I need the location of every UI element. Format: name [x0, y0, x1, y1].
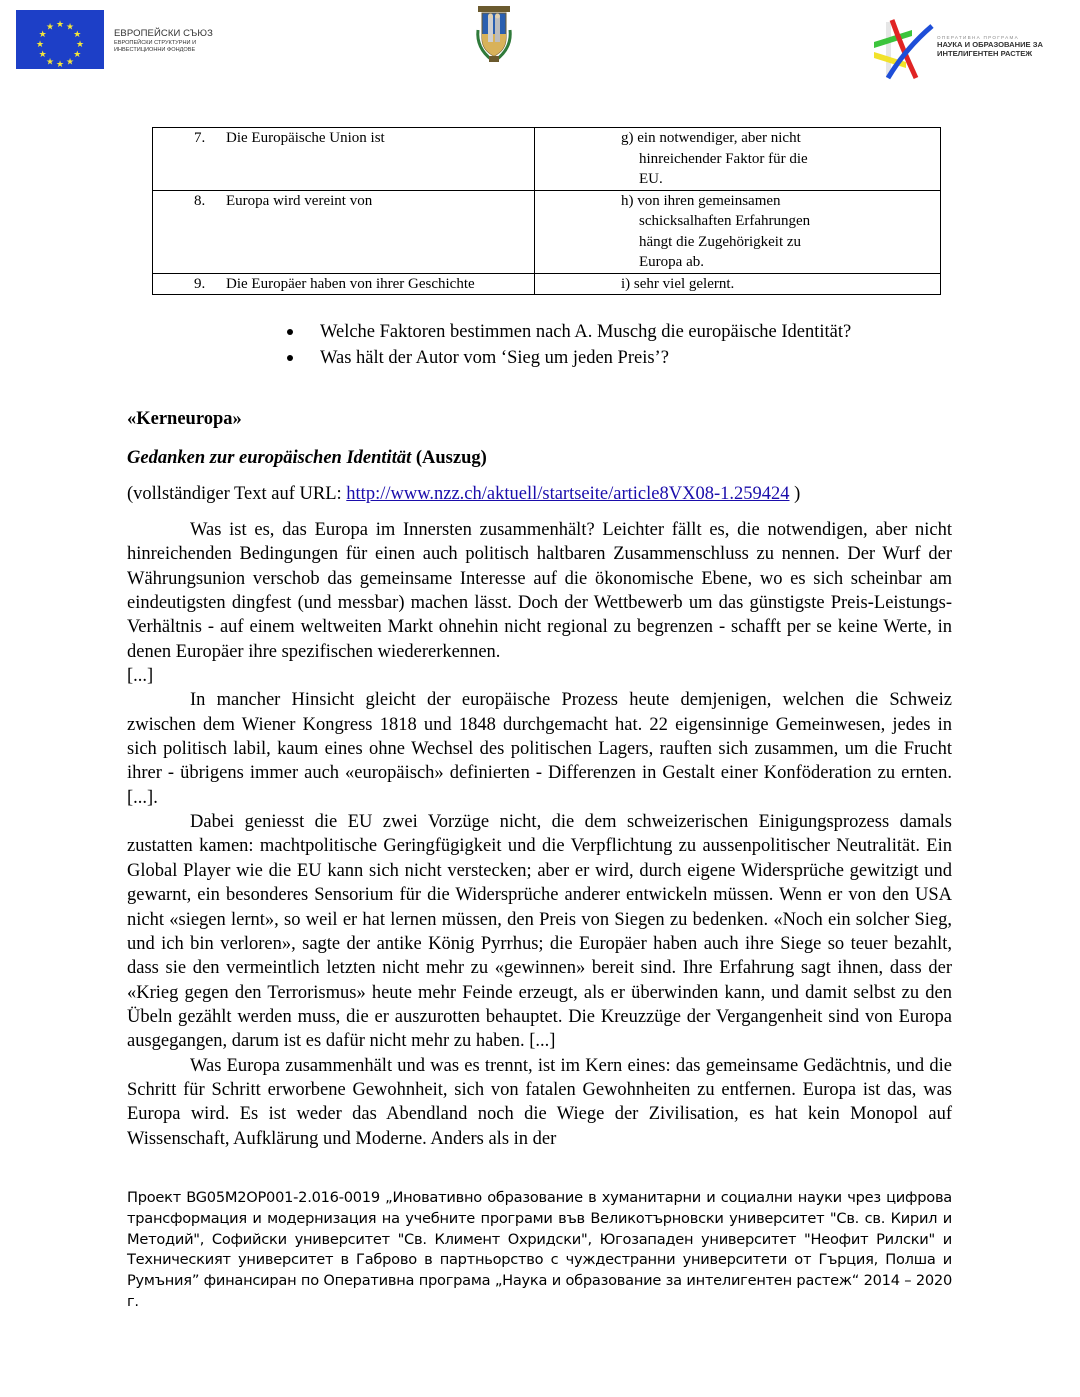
list-item	[285, 345, 851, 371]
row-answer-cont: EU.	[639, 171, 663, 187]
op-line-2: ИНТЕЛИГЕНТЕН РАСТЕЖ	[937, 49, 1033, 59]
row-number: 7.	[194, 130, 206, 146]
page-header	[0, 0, 1080, 90]
row-answer-cont: hinreichender Faktor für die	[639, 150, 808, 167]
article-paragraph: Was Europa zusammenhält und was es trennt, ist im Kern eines: das gemeinsame Gedächtnis, und die Schritt für Schritt erworbene Gewohnheit, sich von fatalen Gewohnheiten zu entfernen. Europa ist das, was Europa wird. Es ist weder das Abendland noch die Wiege der Zivilisation, es hat kein Monopol auf Wissenschaft, Aufklärung und Moderne. Anders als in der	[127, 1055, 952, 1149]
row-statement: Die Europäische Union ist	[226, 130, 385, 146]
article-paragraph: Dabei geniesst die EU zwei Vorzüge nicht, die dem schweizerischen Einigungsprozess damals zustatten kamen: machtpolitische Geringfügigkeit und die Verpflichtung zu aussenpolitischer Neutralität. Ein Global Player wie die EU kann sich nicht verstecken; aber er wird, durch eigene Widersprüche gewitzigt und gewarnt, ein besonderes Sensorium für die Widersprüche anderer entwickeln müssen. Wenn er von den USA nicht «siegen lernt», so weil er hat lernen müssen, den Preis von Siegen zu bedenken. «Noch ein solcher Sieg, und ich bin verloren», sagte der antike König Pyrrhus; die Europäer haben auch ihre Siege so teuer bezahlt, dass sie den vermeintlich letzten nicht mehr zu «gewinnen» bereit sind. Ihre Erfahrung sagt ihnen, dass der «Krieg gegen den Terrorismus» heute mehr Feinde erzeugt, als er überwinden kann, und damit selbst zu den Übeln gezählt werden muss, die er auszurotten behauptet. Die Kreuzzüge der Vergangenheit sind von Europa ausgegangen, darum ist es dafür nicht mehr zu haben. [...]	[127, 812, 952, 1052]
source-prefix: (vollständiger Text auf URL:	[127, 484, 347, 504]
svg-text:★: ★	[38, 50, 47, 60]
svg-text:★: ★	[65, 22, 75, 33]
table-row	[153, 128, 941, 191]
svg-text:★: ★	[75, 40, 85, 50]
svg-text:★: ★	[73, 50, 82, 60]
source-link[interactable]: http://www.nzz.ch/aktuell/startseite/article8VX08-1.259424	[346, 484, 790, 504]
row-statement: Europa wird vereint von	[226, 192, 373, 209]
svg-text:★: ★	[45, 22, 55, 33]
section-heading: «Kerneuropa»	[127, 409, 242, 429]
question-list	[285, 319, 851, 371]
op-line-1: НАУКА И ОБРАЗОВАНИЕ ЗА	[937, 40, 1043, 49]
row-answer: h) von ihren gemeinsamen	[621, 192, 781, 209]
svg-text:★: ★	[38, 30, 47, 40]
table-row	[153, 190, 941, 273]
article-paragraph: Was ist es, das Europa im Innersten zusammenhält? Leichter fällt es, die notwendigen, aber nicht hinreichenden Bedingungen für einen auch politisch haltbaren Zusammenschluss zu nennen. Der Wurf der Währungsunion verschob das gemeinsame Interesse auf die ökonomische Ebene, wo es sich scheinbar am eindeutigsten dingfest (und messbar) machen lässt. Doch der Wettbewerb um das günstigste Preis-Leistungs-Verhältnis - auf einem weltweiten Markt ohnehin nicht regional zu begrenzen - schafft per se keine Werte, in denen Europäer ihre spezifischen wiedererkennen.	[127, 520, 952, 662]
article-title-italic: Gedanken zur europäischen Identität	[127, 448, 412, 468]
row-answer-cont: schicksalhaften Erfahrungen	[639, 213, 811, 229]
row-statement: Die Europäer haben von ihrer Geschichte	[226, 275, 475, 292]
table-row	[153, 273, 941, 295]
row-answer: i) sehr viel gelernt.	[621, 275, 735, 292]
eu-title: ЕВРОПЕЙСКИ СЪЮЗ	[114, 28, 213, 39]
bullet-icon	[287, 329, 293, 335]
row-answer: g) ein notwendiger, aber nicht	[621, 130, 801, 146]
table-cell-right	[535, 273, 941, 295]
table-cell-right	[535, 190, 941, 273]
eu-flag-icon	[16, 10, 104, 69]
op-logo-text	[937, 35, 1043, 59]
row-number: 8.	[194, 192, 206, 209]
op-science-education-icon	[872, 18, 942, 80]
svg-text:★: ★	[55, 60, 65, 69]
row-answer-cont: Europa ab.	[639, 254, 704, 270]
svg-text:★: ★	[55, 20, 65, 30]
svg-text:★: ★	[65, 57, 75, 68]
question-text: Was hält der Autor vom ‘Sieg um jeden Preis’?	[320, 348, 669, 368]
question-text: Welche Faktoren bestimmen nach A. Muschg die europäische Identität?	[320, 322, 852, 342]
row-number: 9.	[194, 275, 206, 292]
article-title	[127, 448, 487, 469]
list-item	[285, 319, 851, 345]
matching-table	[152, 127, 941, 295]
table-cell-right	[535, 128, 941, 191]
article-body	[127, 518, 952, 1151]
eu-subtitle-2: ИНВЕСТИЦИОННИ ФОНДОВЕ	[114, 47, 196, 54]
eu-subtitle-1: ЕВРОПЕЙСКИ СТРУКТУРНИ И	[114, 40, 197, 46]
article-title-suffix: (Auszug)	[411, 448, 487, 468]
row-answer-cont: hängt die Zugehörigkeit zu	[639, 233, 802, 250]
svg-text:★: ★	[73, 30, 82, 40]
university-crest-icon	[474, 4, 514, 64]
svg-text:★: ★	[35, 40, 45, 50]
table-cell-left	[153, 190, 535, 273]
op-small-text: ОПЕРАТИВНА ПРОГРАМА	[937, 35, 1019, 40]
table-cell-left	[153, 128, 535, 191]
article-source	[127, 484, 800, 505]
eu-logo-text	[114, 28, 213, 54]
svg-text:★: ★	[45, 57, 55, 68]
article-ellipsis: [...]	[127, 666, 154, 687]
bullet-icon	[287, 355, 293, 361]
project-footer: Проект BG05M2OP001-2.016-0019 „Иновативно образование в хуманитарни и социални науки чрез цифрова трансформация и модернизация на учебните програми във Великотърновски университет "Св. св. Кирил и Методий", Софийски университет "Св. Климент Охридски", Югозападен университет "Неофит Рилски" и Техническият университет в Габрово в партньорство с чуждестранни университети от Гърция, Полша и Румъния” финансиран по Оперативна програма „Наука и образование за интелигентен растеж“ 2014 – 2020 г.	[127, 1189, 952, 1310]
table-cell-left	[153, 273, 535, 295]
source-suffix: )	[789, 484, 801, 504]
article-paragraph: In mancher Hinsicht gleicht der europäische Prozess heute demjenigen, welchen die Schweiz zwischen dem Wiener Kongress 1818 und 1848 durchgemacht hat. 22 eigensinnige Gemeinwesen, jedes in sich politisch labil, kaum eines ohne Wechsel des politischen Lagers, rauften sich zusammen, um die Frucht ihrer - übrigens immer auch «europäisch» definierten - Differenzen in Gestalt einer Konföderation zu ernten. [...].	[127, 690, 952, 808]
